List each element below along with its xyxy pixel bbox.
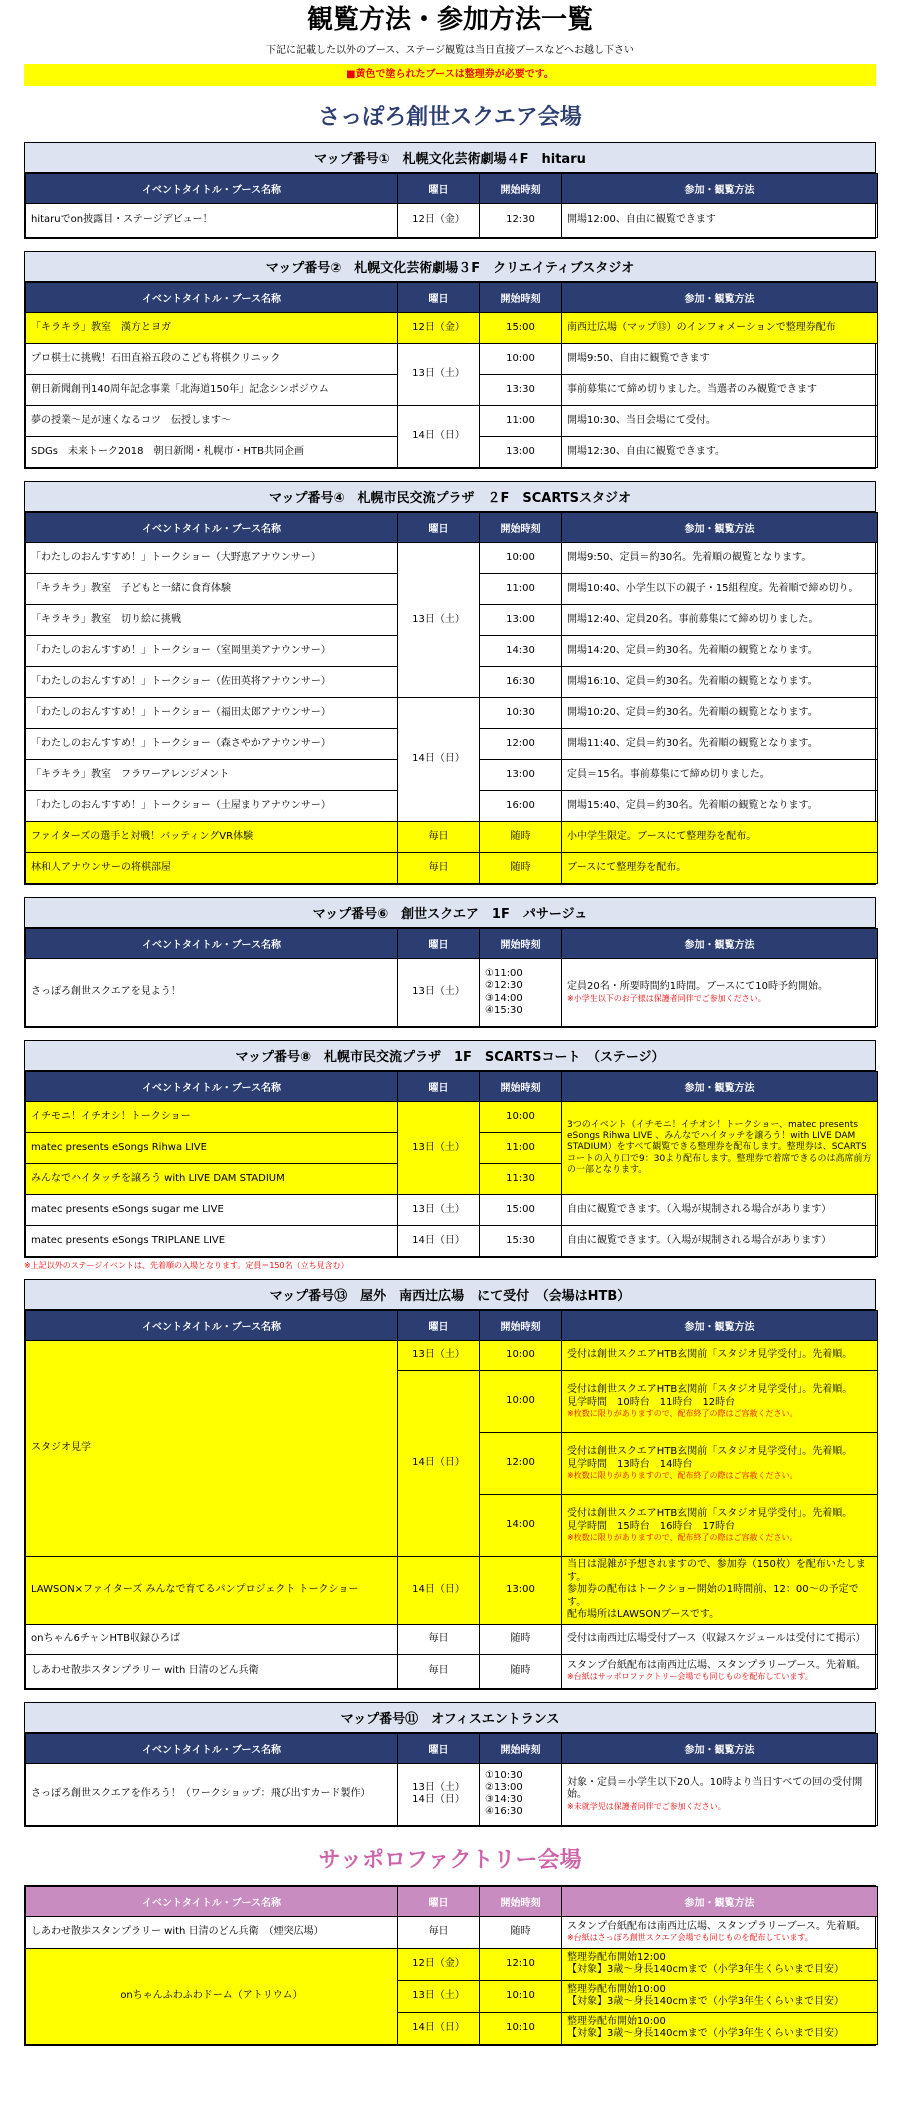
table-row: matec presents eSongs sugar me LIVE 13日（土） 15:00 自由に観覧できます。（入場が規制される場合があります）	[26, 1195, 878, 1226]
table-row: みんなでハイタッチを譲ろう with LIVE DAM STADIUM 11:30	[26, 1164, 878, 1195]
table-row: matec presents eSongs TRIPLANE LIVE 14日（日） 15:30 自由に観覧できます。（入場が規制される場合があります）	[26, 1226, 878, 1257]
venue-title-sosei: さっぽろ創世スクエア会場	[318, 105, 582, 130]
table-row: イチモニ！イチオシ！トークショー 13日（土） 10:00 3つのイベント（イチモニ！イチオシ！トークショー、matec presents eSongs Rihwa LIVE 、みんなでハイタッチを譲ろう！with LIVE DAM STADIUM）をすべて観覧できる整理券を配布します。整理券は、SCARTSコートの入り口で9：30より配布します。整理券で着席できるのは高席前方の一部となります。	[26, 1102, 878, 1133]
notice-text: 下記に記載した以外のブース、ステージ観覧は当日直接ブースなどへお越し下さい	[266, 45, 634, 56]
col-time: 開始時刻	[480, 174, 562, 204]
table-row: 「わたしのおんすすめ！」トークショー（福田太郎アナウンサー） 14日（日） 10:30 開場10:20、定員＝約30名。先着順の観覧となります。	[26, 698, 878, 729]
col-method: 参加・観覧方法	[562, 174, 878, 204]
stage-footnote: ※上記以外のステージイベントは、先着順の入場となります。定員＝150名（立ち見含む）	[24, 1261, 349, 1270]
table-row: 「キラキラ」教室 フラワーアレンジメント 13:00 定員＝15名。事前募集にて締め切りました。	[26, 760, 878, 791]
table-row: 14日（日） 10:10 整理券配布開始10:00 【対象】3歳～身長140cmまで（小学3年生くらいまで目安）	[26, 2012, 878, 2044]
col-day: 曜日	[398, 174, 480, 204]
table-row: 14日（日） 10:00 受付は創世スクエアHTB玄関前「スタジオ見学受付」。先着順。 見学時間 10時台 11時台 12時台 ※枚数に限りがありますので、配布終了の際はご容赦ください。	[26, 1371, 878, 1433]
page-title: 観覧方法・参加方法一覧	[306, 5, 593, 35]
table-row: さっぽろ創世スクエアを見よう！ 13日（土） ①11:00 ②12:30 ③14:00 ④15:30 定員20名・所要時間約1時間。ブースにて10時予約開始。 ※小学生以下のお子様は保護者同伴でご参加ください。	[26, 959, 878, 1027]
section-title: マップ番号④ 札幌市民交流プラザ ２F SCARTSスタジオ	[25, 482, 875, 512]
table-row: 「キラキラ」教室 漢方とヨガ 12日（金） 15:00 南西辻広場（マップ⑬）のインフォメーションで整理券配布	[26, 313, 878, 344]
table-row: 夢の授業～足が速くなるコツ 伝授します～ 14日（日） 11:00 開場10:30、当日会場にて受付。	[26, 406, 878, 437]
table-row: 「わたしのおんすすめ！」トークショー（大野恵アナウンサー） 13日（土） 10:00 開場9:50、定員＝約30名。先着順の観覧となります。	[26, 543, 878, 574]
venue-title-factory: サッポロファクトリー会場	[318, 1847, 582, 1873]
section-title: マップ番号⑥ 創世スクエア 1F パサージュ	[25, 898, 875, 928]
table-row: しあわせ散歩スタンプラリー with 日清のどん兵衛 毎日 随時 スタンプ台紙配布は南西辻広場、スタンプラリーブース。先着順。 ※台紙はサッポロファクトリー会場でも同じものを配布しています。	[26, 1654, 878, 1688]
table-row: 14:00 受付は創世スクエアHTB玄関前「スタジオ見学受付」。先着順。 見学時間 15時台 16時台 17時台 ※枚数に限りがありますので、配布終了の際はご容赦ください。	[26, 1495, 878, 1557]
ticket-notice: ■黄色で塗られたブースは整理券が必要です。	[24, 64, 876, 86]
section-map8: マップ番号⑧ 札幌市民交流プラザ 1F SCARTSコート （ステージ） イベントタイトル・ブース名称 曜日 開始時刻 参加・観覧方法 イチモニ！イチオシ！トークショー 13日（土） 10:00 3つのイベント（イチモニ！イチオシ！トークショー、matec presents eSongs Rihwa LIVE 、みんなでハイタッチを譲ろう！with LIVE DAM STADIUM）をすべて観覧できる整理券を配布します。整理券は、SCARTSコートの入り口で9：30より配布します。整理券で着席できるのは高席前方の一部となります。 matec presents eSongs Rihwa LIVE 11:00 みんなでハイタッチを譲ろう with LIVE DAM STADIUM 11:30 matec presents eSongs sugar me LIVE 13日（土） 15:00 自由に観覧できます。（入場が規制される場合があります） matec presents eSongs TRIPLANE LIVE 14日（日） 15:30 自由に観覧できます。（入場が規制される場合があります）	[24, 1040, 876, 1258]
table-row: ファイターズの選手と対戦！バッティングVR体験 毎日 随時 小中学生限定。ブースにて整理券を配布。	[26, 822, 878, 853]
table-row: さっぽろ創世スクエアを作ろう！（ワークショップ：飛び出すカード製作） 13日（土） 14日（日） ①10:30 ②13:00 ③14:30 ④16:30 対象・定員＝小学生以下20人。10時より当日すべての回の受付開始。 ※未就学児は保護者同伴でご参加ください。	[26, 1763, 878, 1825]
section-factory: イベントタイトル・ブース名称 曜日 開始時刻 参加・観覧方法 しあわせ散歩スタンプラリー with 日清のどん兵衛 （煙突広場） 毎日 随時 スタンプ台紙配布は南西辻広場、スタンプラリーブース。先着順。 ※台紙はさっぽろ創世スクエア会場でも同じものを配布しています。 onちゃんふわふわドーム（アトリウム） 12日（金） 12:10 整理券配布開始12:00 【対象】3歳～身長140cmまで（小学3年生くらいまで目安） 13日（土） 10:10 整理券配布開始10:00 【対象】3歳～身長140cmまで（小学3年生くらいまで目安） 14日（日） 10:10 整理券配布開始10:00 【対象】3歳～身長140cmまで（小学3年生くらいまで目安）	[24, 1885, 876, 2046]
table-row: 12:00 受付は創世スクエアHTB玄関前「スタジオ見学受付」。先着順。 見学時間 13時台 14時台 ※枚数に限りがありますので、配布終了の際はご容赦ください。	[26, 1433, 878, 1495]
table-row: SDGs 未来トーク2018 朝日新聞・札幌市・HTB共同企画 13:00 開場12:30、自由に観覧できます。	[26, 437, 878, 468]
table-row: 13日（土） 10:10 整理券配布開始10:00 【対象】3歳～身長140cmまで（小学3年生くらいまで目安）	[26, 1980, 878, 2012]
table-row: 「キラキラ」教室 子どもと一緒に食育体験 11:00 開場10:40、小学生以下の親子・15組程度。先着順で締め切り。	[26, 574, 878, 605]
table-row: matec presents eSongs Rihwa LIVE 11:00	[26, 1133, 878, 1164]
table-row: プロ棋士に挑戦！石田直裕五段のこども将棋クリニック 13日（土） 10:00 開場9:50、自由に観覧できます	[26, 344, 878, 375]
table-row: onちゃんふわふわドーム（アトリウム） 12日（金） 12:10 整理券配布開始12:00 【対象】3歳～身長140cmまで（小学3年生くらいまで目安）	[26, 1948, 878, 1980]
section-title: マップ番号① 札幌文化芸術劇場４F hitaru	[25, 143, 875, 173]
table-row: onちゃん6チャンHTB収録ひろば 毎日 随時 受付は南西辻広場受付ブース（収録スケジュールは受付にて掲示）	[26, 1624, 878, 1654]
table-row: 「わたしのおんすすめ！」トークショー（室岡里美アナウンサー） 14:30 開場14:20、定員＝約30名。先着順の観覧となります。	[26, 636, 878, 667]
table-row: 「わたしのおんすすめ！」トークショー（土屋まりアナウンサー） 16:00 開場15:40、定員＝約30名。先着順の観覧となります。	[26, 791, 878, 822]
table-row: 「わたしのおんすすめ！」トークショー（佐田英将アナウンサー） 16:30 開場16:10、定員＝約30名。先着順の観覧となります。	[26, 667, 878, 698]
section-map11: マップ番号⑪ オフィスエントランス イベントタイトル・ブース名称 曜日 開始時刻 参加・観覧方法 さっぽろ創世スクエアを作ろう！（ワークショップ：飛び出すカード製作） 13日（土） 14日（日） ①10:30 ②13:00 ③14:30 ④16:30 対象・定員＝小学生以下20人。10時より当日すべての回の受付開始。 ※未就学児は保護者同伴でご参加ください。	[24, 1702, 876, 1827]
section-map6: マップ番号⑥ 創世スクエア 1F パサージュ イベントタイトル・ブース名称 曜日 開始時刻 参加・観覧方法 さっぽろ創世スクエアを見よう！ 13日（土） ①11:00 ②12:30 ③14:00 ④15:30 定員20名・所要時間約1時間。ブースにて10時予約開始。 ※小学生以下のお子様は保護者同伴でご参加ください。	[24, 897, 876, 1028]
table-row: 「わたしのおんすすめ！」トークショー（森さやかアナウンサー） 12:00 開場11:40、定員＝約30名。先着順の観覧となります。	[26, 729, 878, 760]
table-row: しあわせ散歩スタンプラリー with 日清のどん兵衛 （煙突広場） 毎日 随時 スタンプ台紙配布は南西辻広場、スタンプラリーブース。先着順。 ※台紙はさっぽろ創世スクエア会場でも同じものを配布しています。	[26, 1916, 878, 1948]
section-title: マップ番号⑪ オフィスエントランス	[25, 1703, 875, 1733]
table-row: スタジオ見学 13日（土） 10:00 受付は創世スクエアHTB玄関前「スタジオ見学受付」。先着順。	[26, 1341, 878, 1371]
section-map1	[24, 142, 876, 239]
section-title: マップ番号② 札幌文化芸術劇場３F クリエイティブスタジオ	[25, 252, 875, 282]
section-title: マップ番号⑬ 屋外 南西辻広場 にて受付 （会場はHTB）	[25, 1280, 875, 1310]
table-row: 林和人アナウンサーの将棋部屋 毎日 随時 ブースにて整理券を配布。	[26, 853, 878, 884]
section-map13: マップ番号⑬ 屋外 南西辻広場 にて受付 （会場はHTB） イベントタイトル・ブース名称 曜日 開始時刻 参加・観覧方法 スタジオ見学 13日（土） 10:00 受付は創世スクエアHTB玄関前「スタジオ見学受付」。先着順。 14日（日） 10:00 受付は創世スクエアHTB玄関前「スタジオ見学受付」。先着順。 見学時間 10時台 11時台 12時台 ※枚数に限りがありますので、配布終了の際はご容赦ください。 12:00 受付は創世スクエアHTB玄関前「スタジオ見学受付」。先着順。 見学時間 13時台 14時台 ※枚数に限りがありますので、配布終了の際はご容赦ください。 14:00 受付は創世スクエアHTB玄関前「スタジオ見学受付」。先着順。 見学時間 15時台 16時台 17時台 ※枚数に限りがありますので、配布終了の際はご容赦ください。 LAWSON×ファイターズ みんなで育てるパンプロジェクト トークショー 14日（日） 13:00 当日は混雑が予想されますので、参加券（150枚）を配布いたします。 参加券の配布はトークショー開始の1時間前、12：00～の予定です。 配布場所はLAWSONブースです。 onちゃん6チャンHTB収録ひろば 毎日 随時 受付は南西辻広場受付ブース（収録スケジュールは受付にて掲示） しあわせ散歩スタンプラリー with 日清のどん兵衛 毎日 随時 スタンプ台紙配布は南西辻広場、スタンプラリーブース。先着順。 ※台紙はサッポロファクトリー会場でも同じものを配布しています。	[24, 1279, 876, 1690]
section-title: マップ番号⑧ 札幌市民交流プラザ 1F SCARTSコート （ステージ）	[25, 1041, 875, 1071]
table-row: 朝日新聞創刊140周年記念事業「北海道150年」記念シンポジウム 13:30 事前募集にて締め切りました。当選者のみ観覧できます	[26, 375, 878, 406]
table-row: LAWSON×ファイターズ みんなで育てるパンプロジェクト トークショー 14日（日） 13:00 当日は混雑が予想されますので、参加券（150枚）を配布いたします。 参加券の配布はトークショー開始の1時間前、12：00～の予定です。 配布場所はLAWSONブースです。	[26, 1557, 878, 1625]
table-row: 「キラキラ」教室 切り絵に挑戦 13:00 開場12:40、定員20名。事前募集にて締め切りました。	[26, 605, 878, 636]
col-event: イベントタイトル・ブース名称	[26, 174, 398, 204]
section-map2: マップ番号② 札幌文化芸術劇場３F クリエイティブスタジオ イベントタイトル・ブース名称 曜日 開始時刻 参加・観覧方法 「キラキラ」教室 漢方とヨガ 12日（金） 15:00 南西辻広場（マップ⑬）のインフォメーションで整理券配布 プロ棋士に挑戦！石田直裕五段のこども将棋クリニック 13日（土） 10:00 開場9:50、自由に観覧できます 朝日新聞創刊140周年記念事業「北海道150年」記念シンポジウム 13:30 事前募集にて締め切りました。当選者のみ観覧できます 夢の授業～足が速くなるコツ 伝授します～ 14日（日） 11:00 開場10:30、当日会場にて受付。 SDGs 未来トーク2018 朝日新聞・札幌市・HTB共同企画 13:00 開場12:30、自由に観覧できます。	[24, 251, 876, 469]
table-row: hitaruでon披露目・ステージデビュー！ 12日（金） 12:30 開場12:00、自由に観覧できます	[26, 204, 878, 238]
section-map4: マップ番号④ 札幌市民交流プラザ ２F SCARTSスタジオ イベントタイトル・ブース名称 曜日 開始時刻 参加・観覧方法 「わたしのおんすすめ！」トークショー（大野恵アナウンサー） 13日（土） 10:00 開場9:50、定員＝約30名。先着順の観覧となります。 「キラキラ」教室 子どもと一緒に食育体験 11:00 開場10:40、小学生以下の親子・15組程度。先着順で締め切り。 「キラキラ」教室 切り絵に挑戦 13:00 開場12:40、定員20名。事前募集にて締め切りました。 「わたしのおんすすめ！」トークショー（室岡里美アナウンサー） 14:30 開場14:20、定員＝約30名。先着順の観覧となります。 「わたしのおんすすめ！」トークショー（佐田英将アナウンサー） 16:30 開場16:10、定員＝約30名。先着順の観覧となります。 「わたしのおんすすめ！」トークショー（福田太郎アナウンサー） 14日（日） 10:30 開場10:20、定員＝約30名。先着順の観覧となります。 「わたしのおんすすめ！」トークショー（森さやかアナウンサー） 12:00 開場11:40、定員＝約30名。先着順の観覧となります。 「キラキラ」教室 フラワーアレンジメント 13:00 定員＝15名。事前募集にて締め切りました。 「わたしのおんすすめ！」トークショー（土屋まりアナウンサー） 16:00 開場15:40、定員＝約30名。先着順の観覧となります。 ファイターズの選手と対戦！バッティングVR体験 毎日 随時 小中学生限定。ブースにて整理券を配布。 林和人アナウンサーの将棋部屋 毎日 随時 ブースにて整理券を配布。	[24, 481, 876, 885]
